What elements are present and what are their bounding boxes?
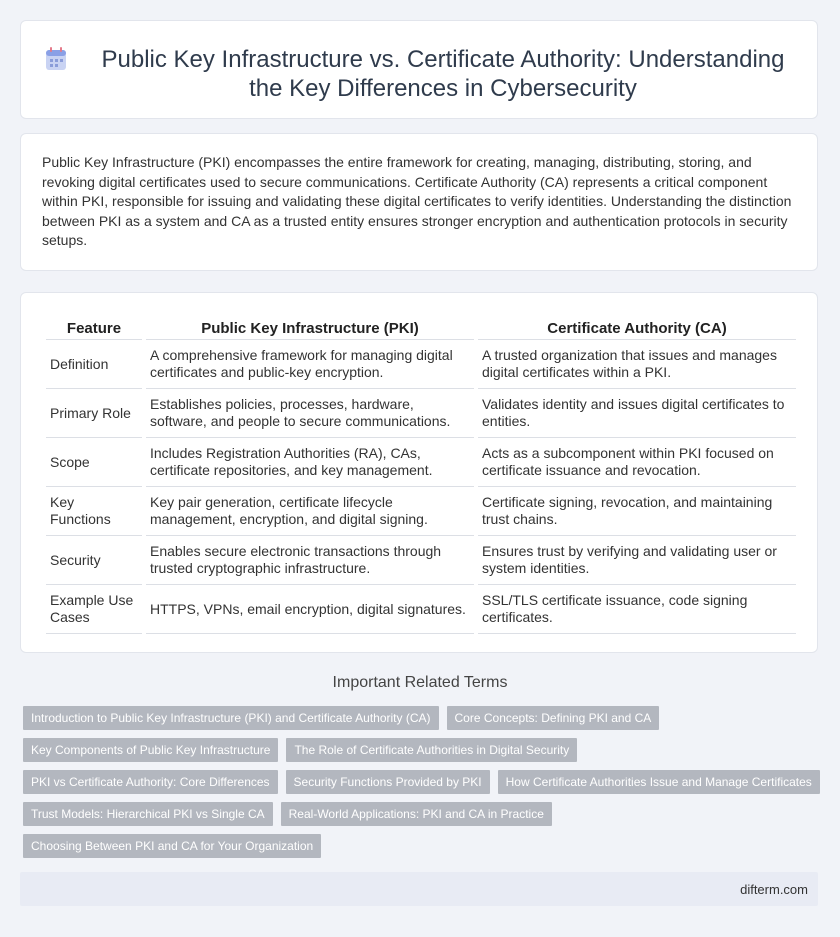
calendar-icon — [45, 47, 67, 71]
column-header: Feature — [46, 313, 142, 340]
tag-row — [23, 802, 823, 826]
ca-cell: A trusted organization that issues and manages digital certificates within a PKI. — [478, 340, 796, 389]
table-header-row — [46, 313, 796, 340]
tag-row — [23, 770, 823, 794]
related-term-tag[interactable]: Security Functions Provided by PKI — [286, 770, 490, 794]
table-row — [46, 536, 796, 585]
related-term-tag[interactable]: The Role of Certificate Authorities in Digital Security — [286, 738, 577, 762]
feature-cell: Primary Role — [46, 389, 142, 438]
header-card — [20, 20, 818, 119]
feature-cell: Definition — [46, 340, 142, 389]
intro-paragraph: Public Key Infrastructure (PKI) encompasses the entire framework for creating, managing, distributing, storing, and revoking digital certificates used to secure communications. Certificate Authority (CA) represents a critical component within PKI, responsible for issuing and validating these digital certificates to verify identities. Understanding the distinction between PKI as a system and CA as a trusted entity ensures stronger encryption and authentication protocols in security setups. — [42, 154, 792, 248]
related-term-tag[interactable]: Trust Models: Hierarchical PKI vs Single CA — [23, 802, 273, 826]
footer-site-link[interactable]: difterm.com — [740, 882, 808, 897]
column-header: Certificate Authority (CA) — [478, 313, 796, 340]
column-header: Public Key Infrastructure (PKI) — [146, 313, 474, 340]
table-row — [46, 340, 796, 389]
tag-row — [23, 706, 823, 730]
related-terms-title: Important Related Terms — [332, 674, 508, 691]
comparison-table — [42, 313, 800, 634]
pki-cell: A comprehensive framework for managing digital certificates and public-key encryption. — [146, 340, 474, 389]
related-term-tag[interactable]: Real-World Applications: PKI and CA in Practice — [281, 802, 552, 826]
related-term-tag[interactable]: Key Components of Public Key Infrastructure — [23, 738, 278, 762]
feature-cell: Security — [46, 536, 142, 585]
related-terms-list — [23, 706, 823, 866]
intro-card — [20, 133, 818, 271]
related-term-tag[interactable]: Core Concepts: Defining PKI and CA — [447, 706, 660, 730]
footer — [20, 872, 818, 906]
related-term-tag[interactable]: PKI vs Certificate Authority: Core Differences — [23, 770, 278, 794]
table-row — [46, 585, 796, 634]
page-title: Public Key Infrastructure vs. Certificate Authority: Understanding the Key Differences in Cybersecurity — [101, 46, 785, 102]
pki-cell: Establishes policies, processes, hardware, software, and people to secure communications. — [146, 389, 474, 438]
ca-cell: Certificate signing, revocation, and maintaining trust chains. — [478, 487, 796, 536]
pki-cell: Includes Registration Authorities (RA), CAs, certificate repositories, and key management. — [146, 438, 474, 487]
table-row — [46, 487, 796, 536]
pki-cell: Enables secure electronic transactions through trusted cryptographic infrastructure. — [146, 536, 474, 585]
tag-row — [23, 834, 823, 858]
feature-cell: Scope — [46, 438, 142, 487]
comparison-card — [20, 292, 818, 653]
ca-cell: Acts as a subcomponent within PKI focused on certificate issuance and revocation. — [478, 438, 796, 487]
related-term-tag[interactable]: Introduction to Public Key Infrastructure (PKI) and Certificate Authority (CA) — [23, 706, 439, 730]
related-term-tag[interactable]: How Certificate Authorities Issue and Manage Certificates — [498, 770, 820, 794]
pki-cell: Key pair generation, certificate lifecycle management, encryption, and digital signing. — [146, 487, 474, 536]
table-row — [46, 389, 796, 438]
feature-cell: Key Functions — [46, 487, 142, 536]
feature-cell: Example Use Cases — [46, 585, 142, 634]
table-row — [46, 438, 796, 487]
tag-row — [23, 738, 823, 762]
pki-cell: HTTPS, VPNs, email encryption, digital signatures. — [146, 585, 474, 634]
ca-cell: Ensures trust by verifying and validating user or system identities. — [478, 536, 796, 585]
related-term-tag[interactable]: Choosing Between PKI and CA for Your Organization — [23, 834, 321, 858]
ca-cell: Validates identity and issues digital certificates to entities. — [478, 389, 796, 438]
ca-cell: SSL/TLS certificate issuance, code signing certificates. — [478, 585, 796, 634]
